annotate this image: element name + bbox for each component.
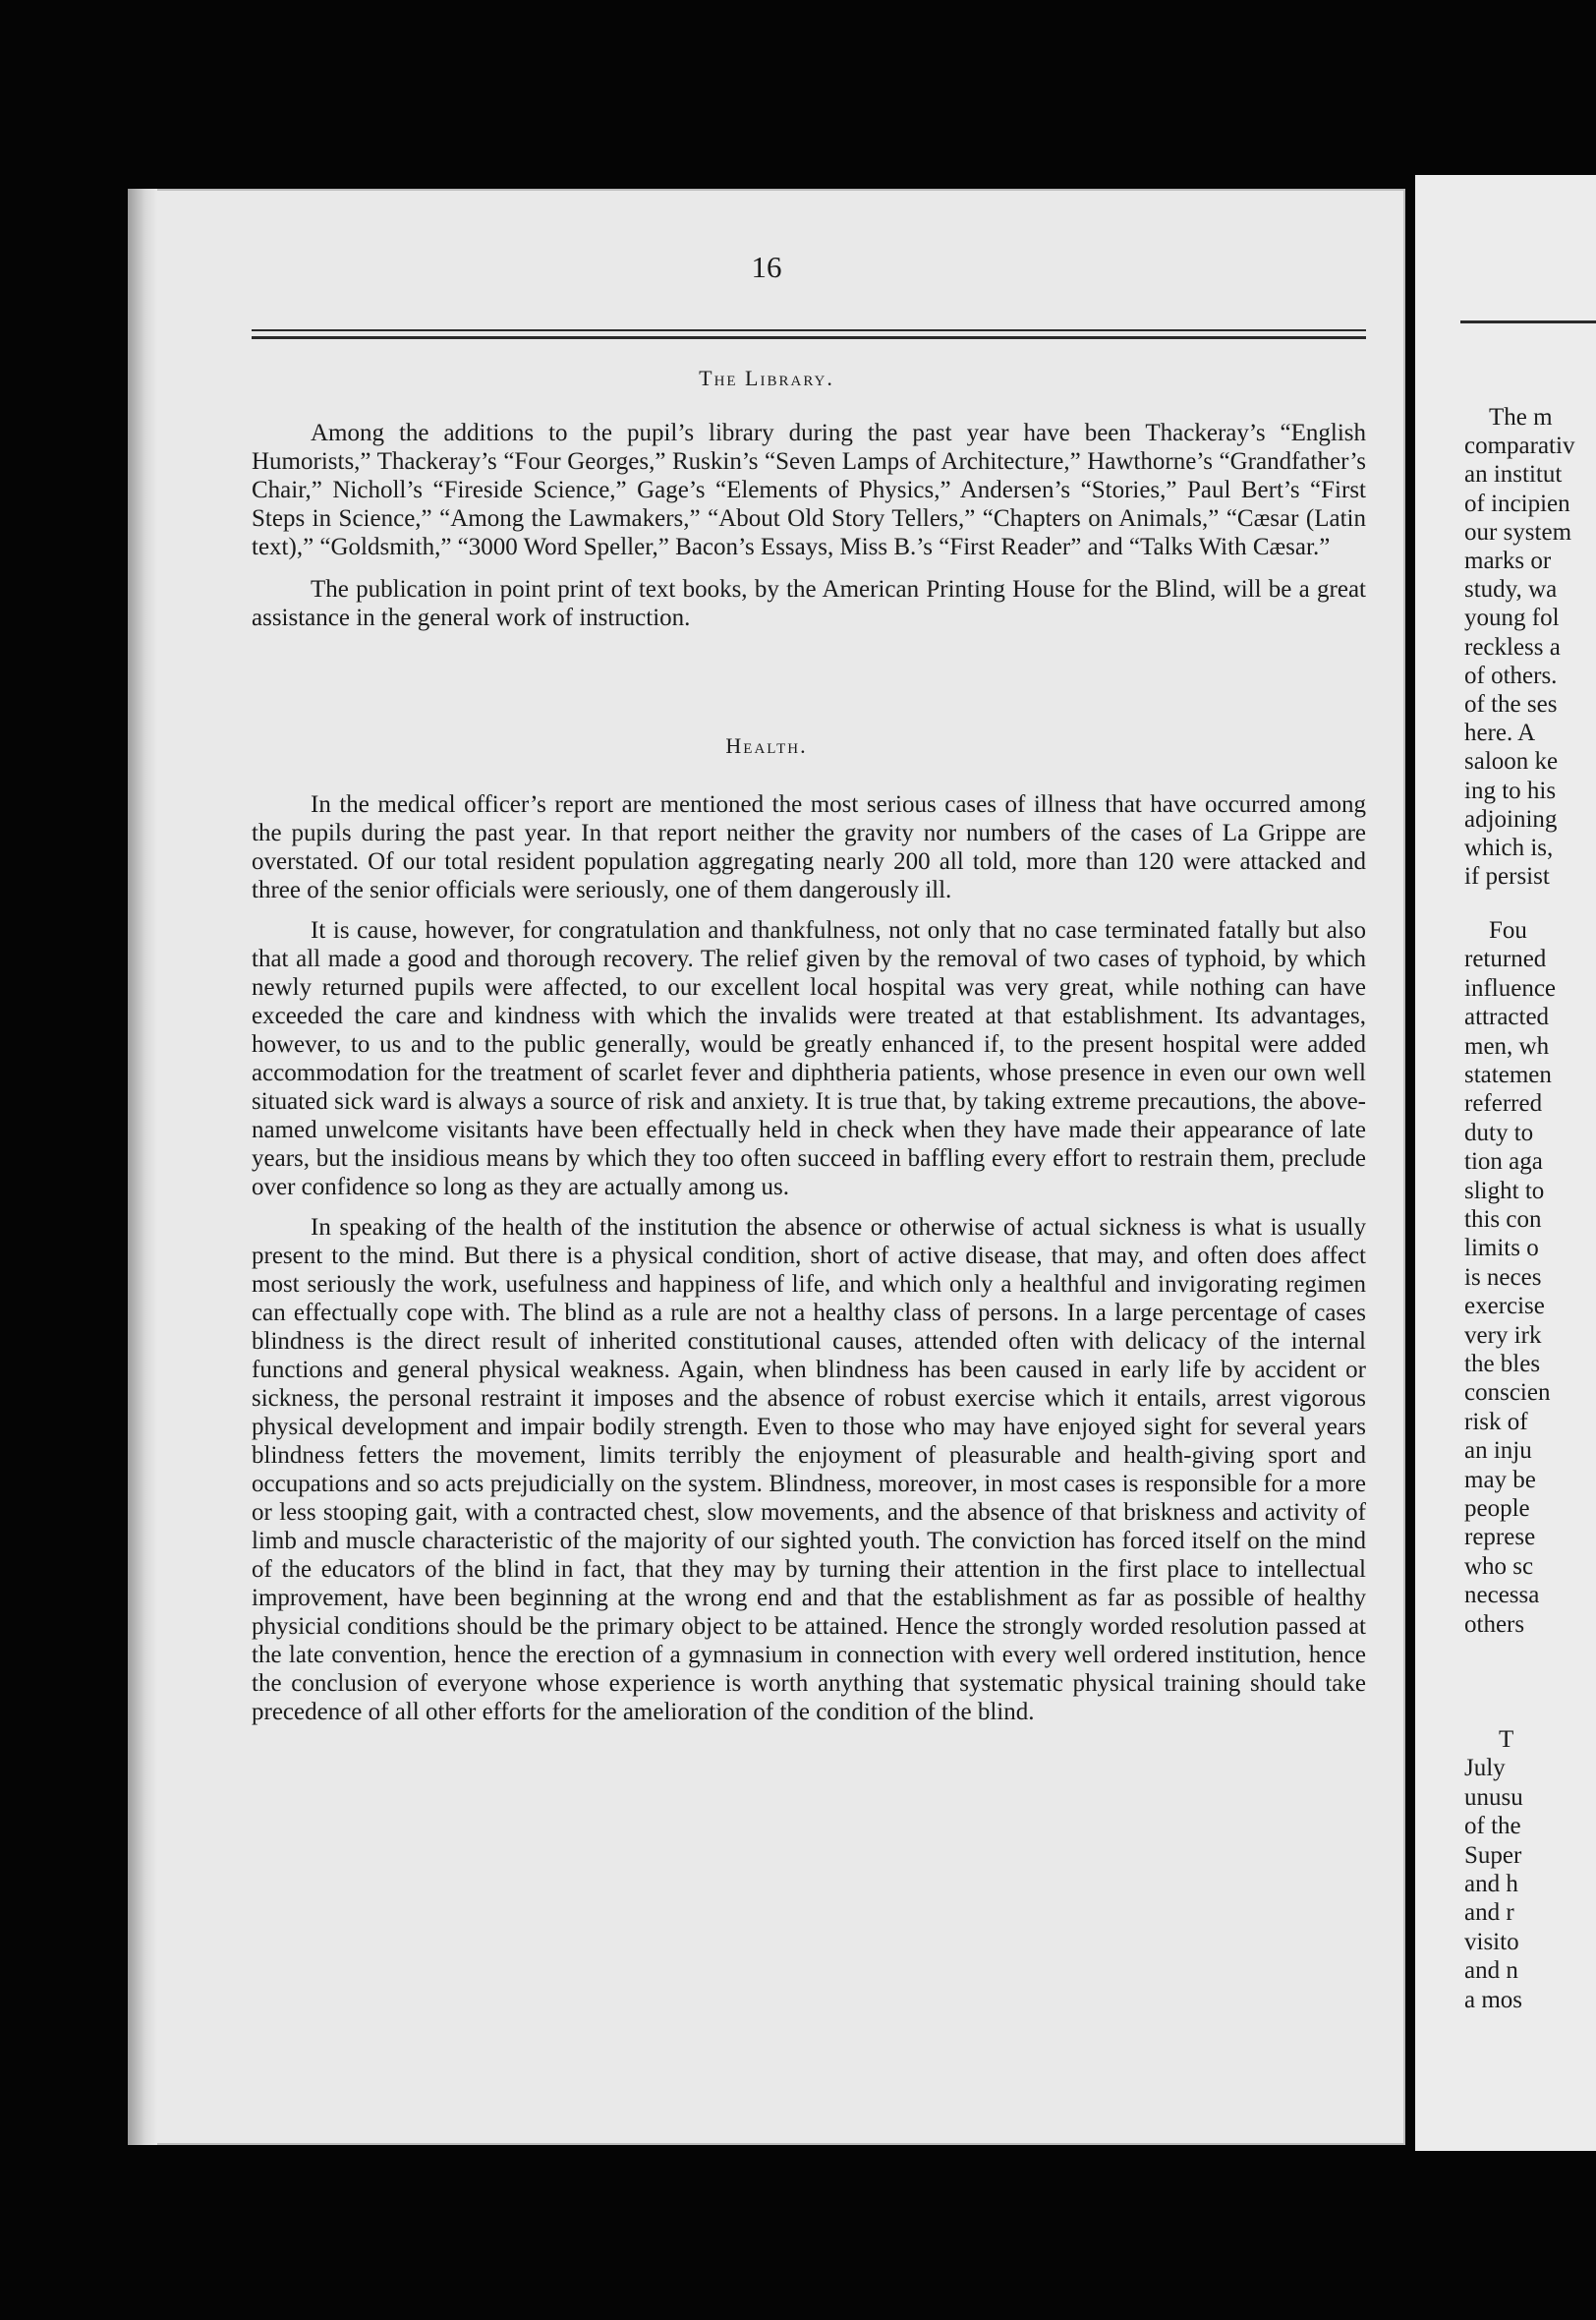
adjacent-text-line: is neces xyxy=(1464,1263,1542,1291)
adjacent-text-line: very irk xyxy=(1464,1321,1542,1349)
adjacent-text-line: influence xyxy=(1464,974,1557,1002)
adjacent-header-rule xyxy=(1460,320,1596,323)
adjacent-text-line: T xyxy=(1499,1726,1514,1753)
adjacent-text-line: exercise xyxy=(1464,1293,1545,1320)
adjacent-text-line: Super xyxy=(1464,1841,1522,1869)
adjacent-text-line: people xyxy=(1464,1495,1530,1522)
page-binding-edge xyxy=(128,189,157,2145)
adjacent-text-line: and h xyxy=(1464,1871,1518,1897)
paragraph: The publication in point print of text books, by the American Printing House for the Blind, will be a great assistance in the general work of instruction. xyxy=(252,576,1366,631)
adjacent-text-line: July xyxy=(1464,1755,1506,1782)
adjacent-text-line: slight to xyxy=(1464,1177,1545,1204)
adjacent-text-line: who sc xyxy=(1464,1552,1534,1580)
adjacent-text-line: and n xyxy=(1464,1957,1518,1985)
adjacent-text-line: study, wa xyxy=(1464,576,1558,604)
adjacent-text-line: if persist xyxy=(1464,863,1550,891)
adjacent-text-line: represe xyxy=(1464,1524,1536,1551)
adjacent-text-line: duty to xyxy=(1464,1119,1534,1146)
adjacent-text-line: and r xyxy=(1464,1899,1514,1927)
adjacent-text-line: ing to his xyxy=(1464,777,1557,804)
adjacent-text-line: comparativ xyxy=(1464,433,1575,460)
adjacent-text-line: may be xyxy=(1464,1466,1536,1493)
adjacent-text-line: The m xyxy=(1489,404,1553,431)
header-rule-thick xyxy=(252,336,1366,339)
adjacent-text-line: statemen xyxy=(1464,1062,1552,1088)
adjacent-text-line: of the ses xyxy=(1464,691,1558,718)
adjacent-text-line: here. A xyxy=(1464,720,1536,747)
section-heading-library: The Library. xyxy=(699,366,834,390)
adjacent-page-fragment xyxy=(1415,175,1596,2151)
adjacent-text-line: limits o xyxy=(1464,1235,1539,1262)
adjacent-text-line: risk of xyxy=(1464,1408,1528,1435)
adjacent-text-line: of the xyxy=(1464,1813,1521,1840)
adjacent-text-line: tion aga xyxy=(1464,1148,1543,1176)
page-number: 16 xyxy=(751,250,782,284)
adjacent-text-line: returned xyxy=(1464,946,1547,973)
adjacent-text-line: this con xyxy=(1464,1206,1542,1233)
paragraph: In speaking of the health of the institution the absence or otherwise of actual sickness is what is usually present to the mind. But there is a physical condition, short of active disease, that may, and often does affect most seriously the work, usefulness and happiness of life, and which only a healthful and invigorating regimen can effectually cope with. The blind as a rule are not a healthy class of persons. In a large percentage of cases blindness is the direct result of inherited constitutional causes, attended often with delicacy of the internal functions and general physical weakness. Again, when blindness has been caused in early life by accident or sickness, the personal restraint it imposes and the absence of robust exercise which it entails, arrest vigorous physical development and impair bodily strength. Even to those who may have enjoyed sight for several years blindness fetters the movement, limits terribly the enjoyment of pleasurable and health-giving sport and occupations and so acts prejudicially on the system. Blindness, moreover, in most cases is responsible for a more or less stooping gait, with a contracted chest, slow movements, and the absence of that briskness and activity of limb and muscle characteristic of the majority of our sighted youth. The conviction has forced itself on the mind of the educators of the blind in fact, that they may by turning their attention in the first place to intellectual improvement, have been beginning at the wrong end and that the establishment as far as possible of healthy physicial conditions should be the primary object to be attained. Hence the strongly worded resolution passed at the late convention, hence the erection of a gymnasium in connection with every well ordered institution, hence the conclusion of everyone whose experience is worth anything that systematic physical training should take precedence of all other efforts for the amelioration of the condition of the blind. xyxy=(252,1214,1366,1725)
adjacent-text-line: unusu xyxy=(1464,1783,1523,1811)
paragraph: Among the additions to the pupil’s library during the past year have been Thackeray’s “English Humorists,” Thackeray’s “Four Georges,” Ruskin’s “Seven Lamps of Architecture,” Hawthorne’s “Grandfather’s Chair,” Nicholl’s “Fireside Science,” Gage’s “Elements of Physics,” Andersen’s “Stories,” Paul Bert’s “First Steps in Science,” “Among the Lawmakers,” “About Old Story Tellers,” “Chapters on Animals,” “Cæsar (Latin text),” “Goldsmith,” “3000 Word Speller,” Bacon’s Essays, Miss B.’s “First Reader” and “Talks With Cæsar.” xyxy=(252,420,1366,560)
adjacent-text-line: marks or xyxy=(1464,548,1552,574)
document-page xyxy=(128,189,1405,2145)
adjacent-text-line: conscien xyxy=(1464,1379,1551,1407)
adjacent-text-line: Fou xyxy=(1489,917,1527,944)
adjacent-text-line: our system xyxy=(1464,518,1572,546)
adjacent-text-line: visito xyxy=(1464,1928,1519,1955)
adjacent-text-line: a mos xyxy=(1464,1986,1523,2013)
adjacent-text-line: men, wh xyxy=(1464,1032,1550,1060)
paragraph: In the medical officer’s report are mentioned the most serious cases of illness that have occurred among the pupils during the past year. In that report neither the gravity nor numbers of the cases of La Grippe are overstated. Of our total resident population aggregating nearly 200 all told, more than 120 were attacked and three of the senior officials were seriously, one of them dangerously ill. xyxy=(252,791,1366,903)
section-heading-health: Health. xyxy=(725,733,808,758)
library-section xyxy=(252,419,1366,632)
header-rule-thin xyxy=(252,329,1366,331)
adjacent-text-line: of others. xyxy=(1464,662,1558,689)
adjacent-text-line: which is, xyxy=(1464,835,1554,861)
adjacent-text-line: young fol xyxy=(1464,605,1560,632)
adjacent-text-line: saloon ke xyxy=(1464,748,1559,776)
health-section xyxy=(252,790,1366,1726)
adjacent-text-line: an inju xyxy=(1464,1437,1532,1465)
adjacent-text-line: adjoining xyxy=(1464,805,1558,833)
adjacent-text-line: an institut xyxy=(1464,461,1563,489)
adjacent-text-line: others xyxy=(1464,1610,1525,1638)
adjacent-text-line: the bles xyxy=(1464,1351,1541,1377)
paragraph: It is cause, however, for congratulation and thankfulness, not only that no case terminated fatally but also that all made a good and thorough recovery. The relief given by the removal of two cases of typhoid, by which newly returned pupils were affected, to our excellent local hospital was very great, while nothing can have exceeded the care and kindness with which the invalids were treated at that establishment. Its advantages, however, to us and to the public generally, would be greatly enhanced if, to the present hospital were added accommodation for the treatment of scarlet fever and diphtheria patients, whose presence in even our own well situated sick ward is always a source of risk and anxiety. It is true that, by taking extreme precautions, the above-named unwelcome visitants have been effectually held in check when they have made their appearance of late years, but the insidious means by which they too often succeed in baffling every effort to restrain them, preclude over confidence so long as they are actually among us. xyxy=(252,917,1366,1200)
adjacent-text-line: reckless a xyxy=(1464,633,1561,661)
adjacent-text-line: attracted xyxy=(1464,1004,1550,1031)
adjacent-text-line: referred xyxy=(1464,1090,1543,1118)
adjacent-text-line: necessa xyxy=(1464,1582,1540,1609)
adjacent-text-line: of incipien xyxy=(1464,490,1570,517)
